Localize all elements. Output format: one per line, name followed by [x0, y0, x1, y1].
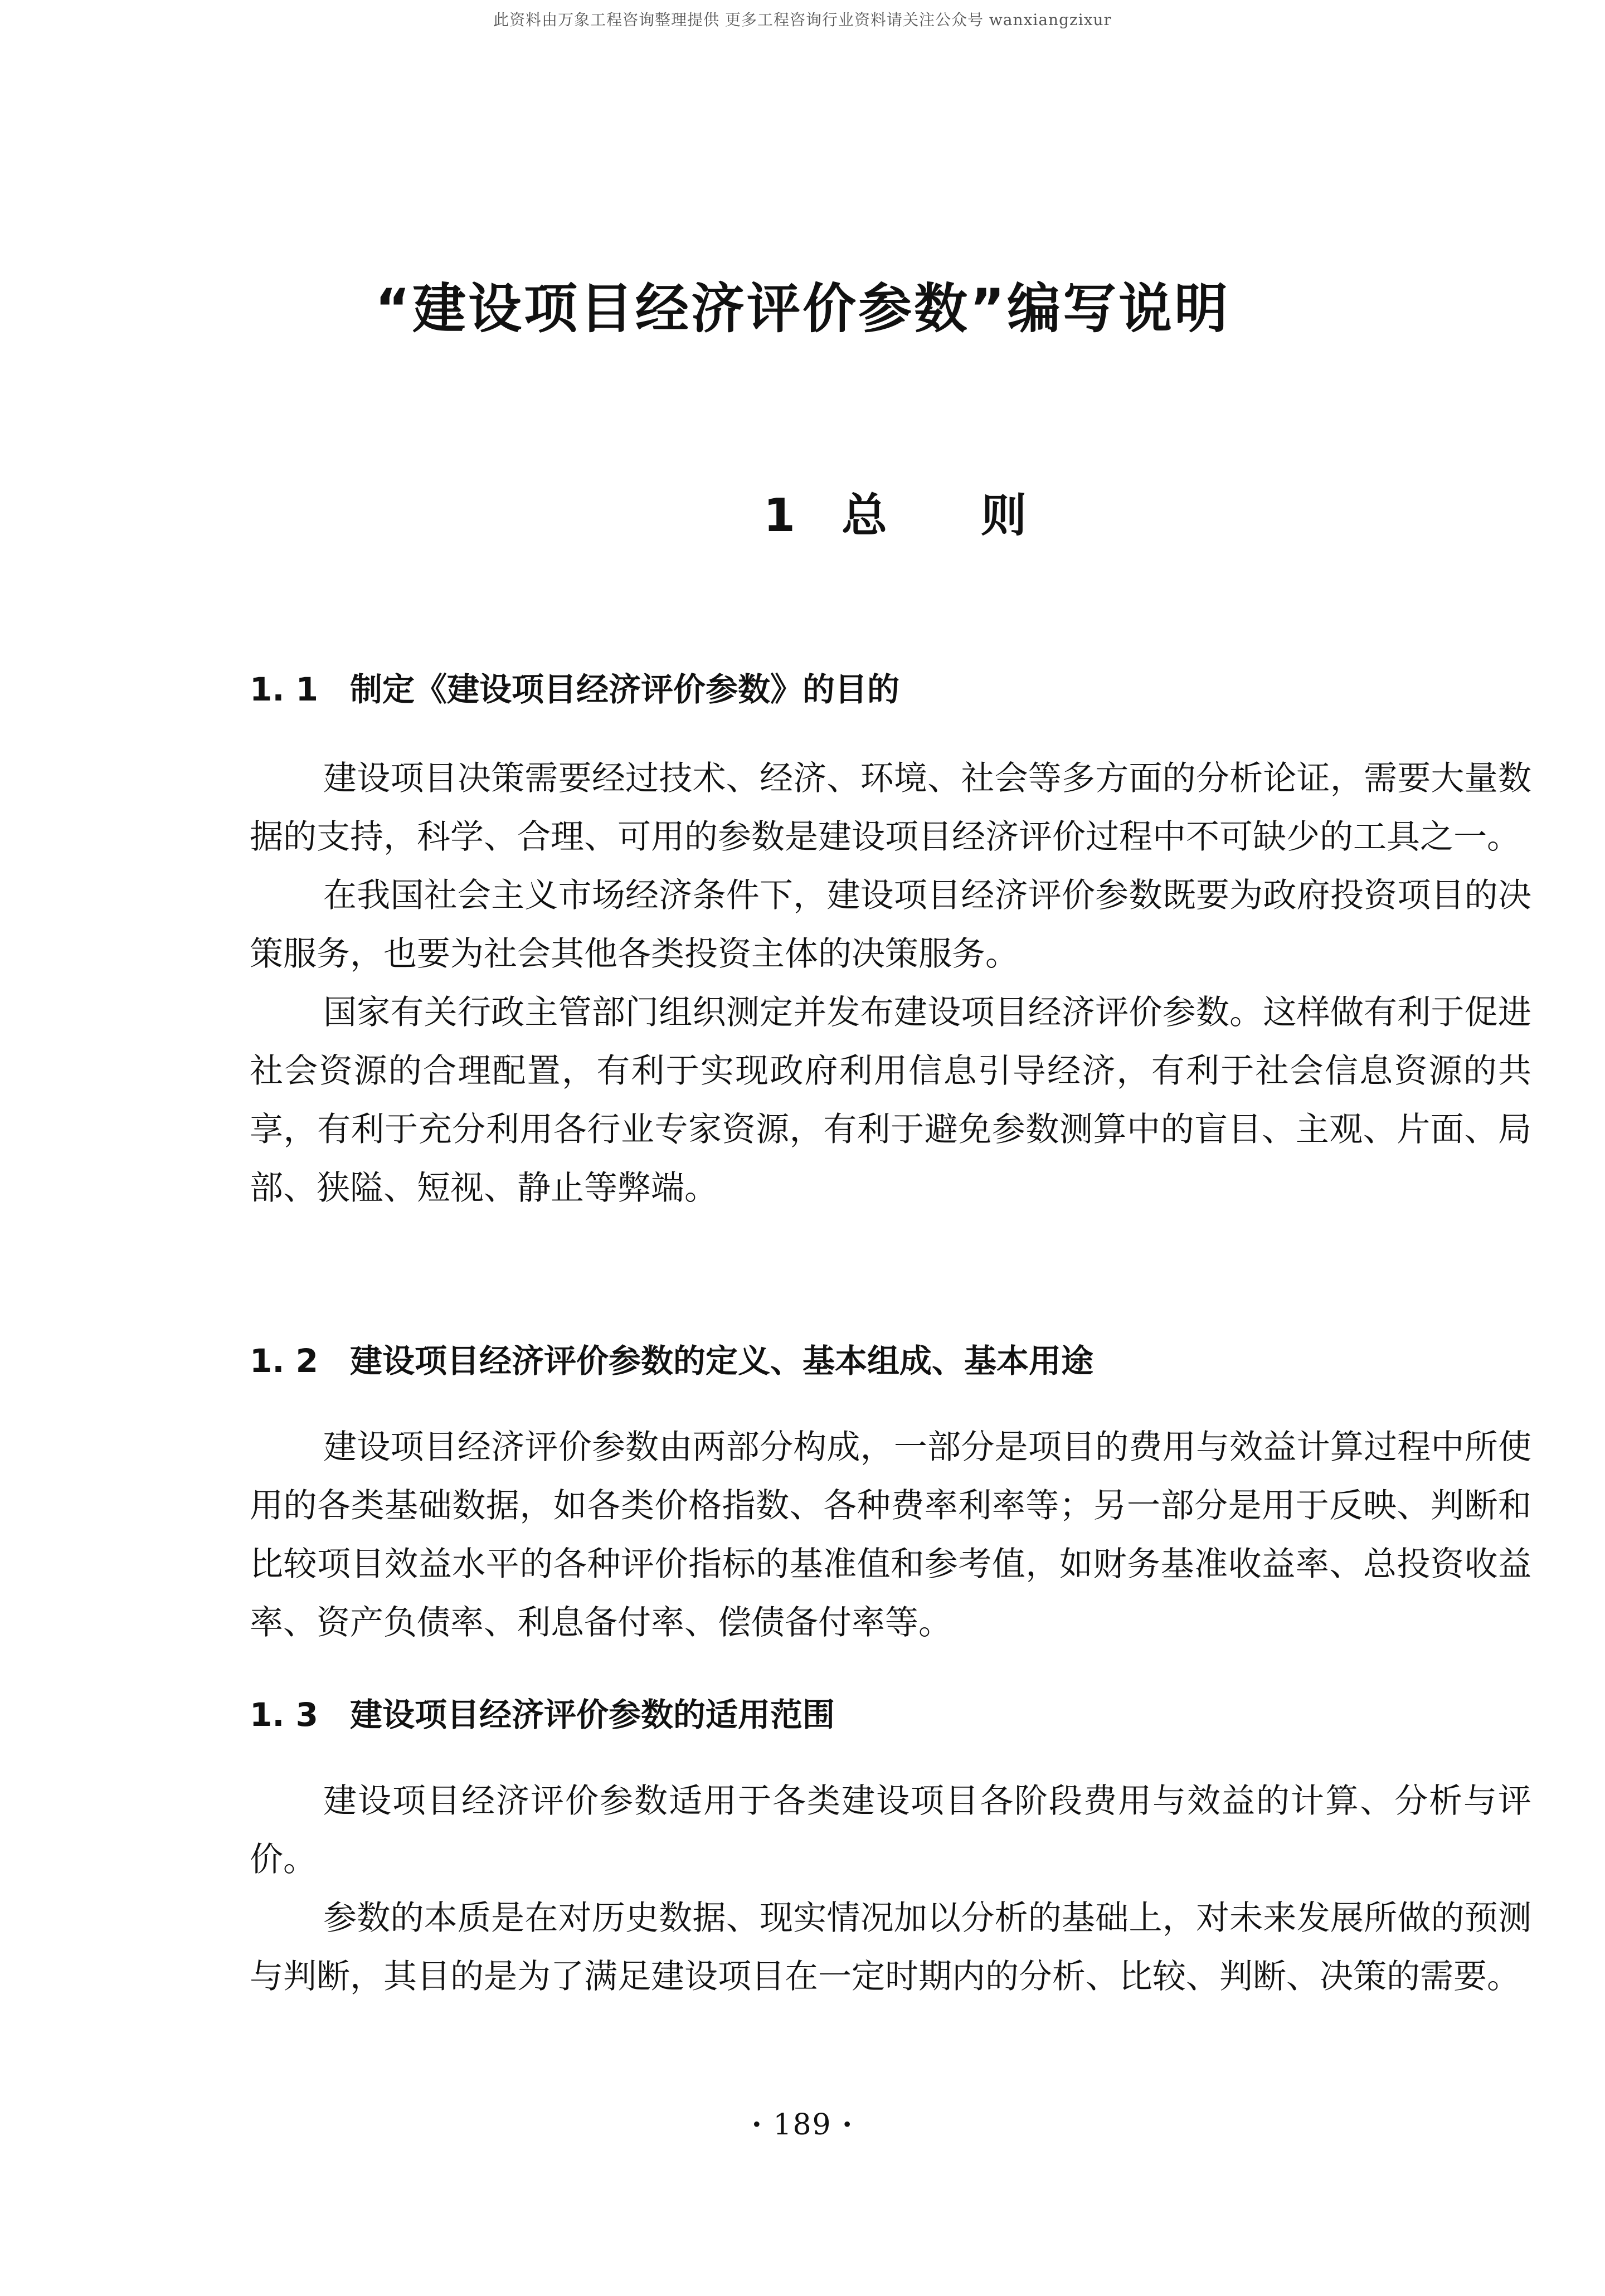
chapter-title-part1: 总 — [842, 489, 888, 542]
page-marker-left: · — [751, 2108, 763, 2142]
page-number: 189 — [773, 2108, 832, 2142]
paragraph: 建设项目经济评价参数适用于各类建设项目各阶段费用与效益的计算、分析与评价。 — [250, 1782, 1531, 1879]
section-heading-1-3 — [250, 1689, 835, 1735]
paragraph: 国家有关行政主管部门组织测定并发布建设项目经济评价参数。这样做有利于促进社会资源的合理配置，有利于实现政府利用信息引导经济，有利于社会信息资源的共享，有利于充分利用各行业专家资源，有利于避免参数测算中的盲目、主观、片面、局部、狭隘、短视、静止等弊端。 — [250, 993, 1531, 1208]
chapter-number: 1 — [763, 489, 796, 542]
page-marker-right: · — [842, 2108, 854, 2142]
paragraph: 在我国社会主义市场经济条件下，建设项目经济评价参数既要为政府投资项目的决策服务，也要为社会其他各类投资主体的决策服务。 — [250, 876, 1531, 974]
section-number: 1. 3 — [250, 1696, 318, 1734]
section-heading-1-1 — [250, 663, 899, 710]
document-title: “建设项目经济评价参数”编写说明 — [374, 278, 1230, 340]
paragraph: 建设项目决策需要经过技术、经济、环境、社会等多方面的分析论证，需要大量数据的支持，科学、合理、可用的参数是建设项目经济评价过程中不可缺少的工具之一。 — [250, 759, 1531, 857]
section-title: 建设项目经济评价参数的适用范围 — [350, 1696, 835, 1734]
page-number-footer — [0, 2108, 1605, 2142]
chapter-title-part2: 则 — [981, 489, 1027, 542]
section-title: 建设项目经济评价参数的定义、基本组成、基本用途 — [350, 1342, 1094, 1380]
section-body-1-1 — [250, 750, 1531, 1218]
section-body-1-2 — [250, 1418, 1531, 1652]
chapter-heading — [763, 479, 1027, 544]
paragraph: 参数的本质是在对历史数据、现实情况加以分析的基础上，对未来发展所做的预测与判断，其目的是为了满足建设项目在一定时期内的分析、比较、判断、决策的需要。 — [250, 1899, 1531, 1996]
section-heading-1-2 — [250, 1335, 1093, 1382]
header-watermark: 此资料由万象工程咨询整理提供 更多工程咨询行业资料请关注公众号 wanxiangzixur — [493, 11, 1112, 29]
section-number: 1. 1 — [250, 670, 318, 708]
paragraph: 建设项目经济评价参数由两部分构成，一部分是项目的费用与效益计算过程中所使用的各类基础数据，如各类价格指数、各种费率利率等；另一部分是用于反映、判断和比较项目效益水平的各种评价指标的基准值和参考值，如财务基准收益率、总投资收益率、资产负债率、利息备付率、偿债备付率等。 — [250, 1428, 1531, 1642]
section-body-1-3 — [250, 1772, 1531, 2006]
section-number: 1. 2 — [250, 1342, 318, 1380]
section-title: 制定《建设项目经济评价参数》的目的 — [350, 670, 900, 708]
